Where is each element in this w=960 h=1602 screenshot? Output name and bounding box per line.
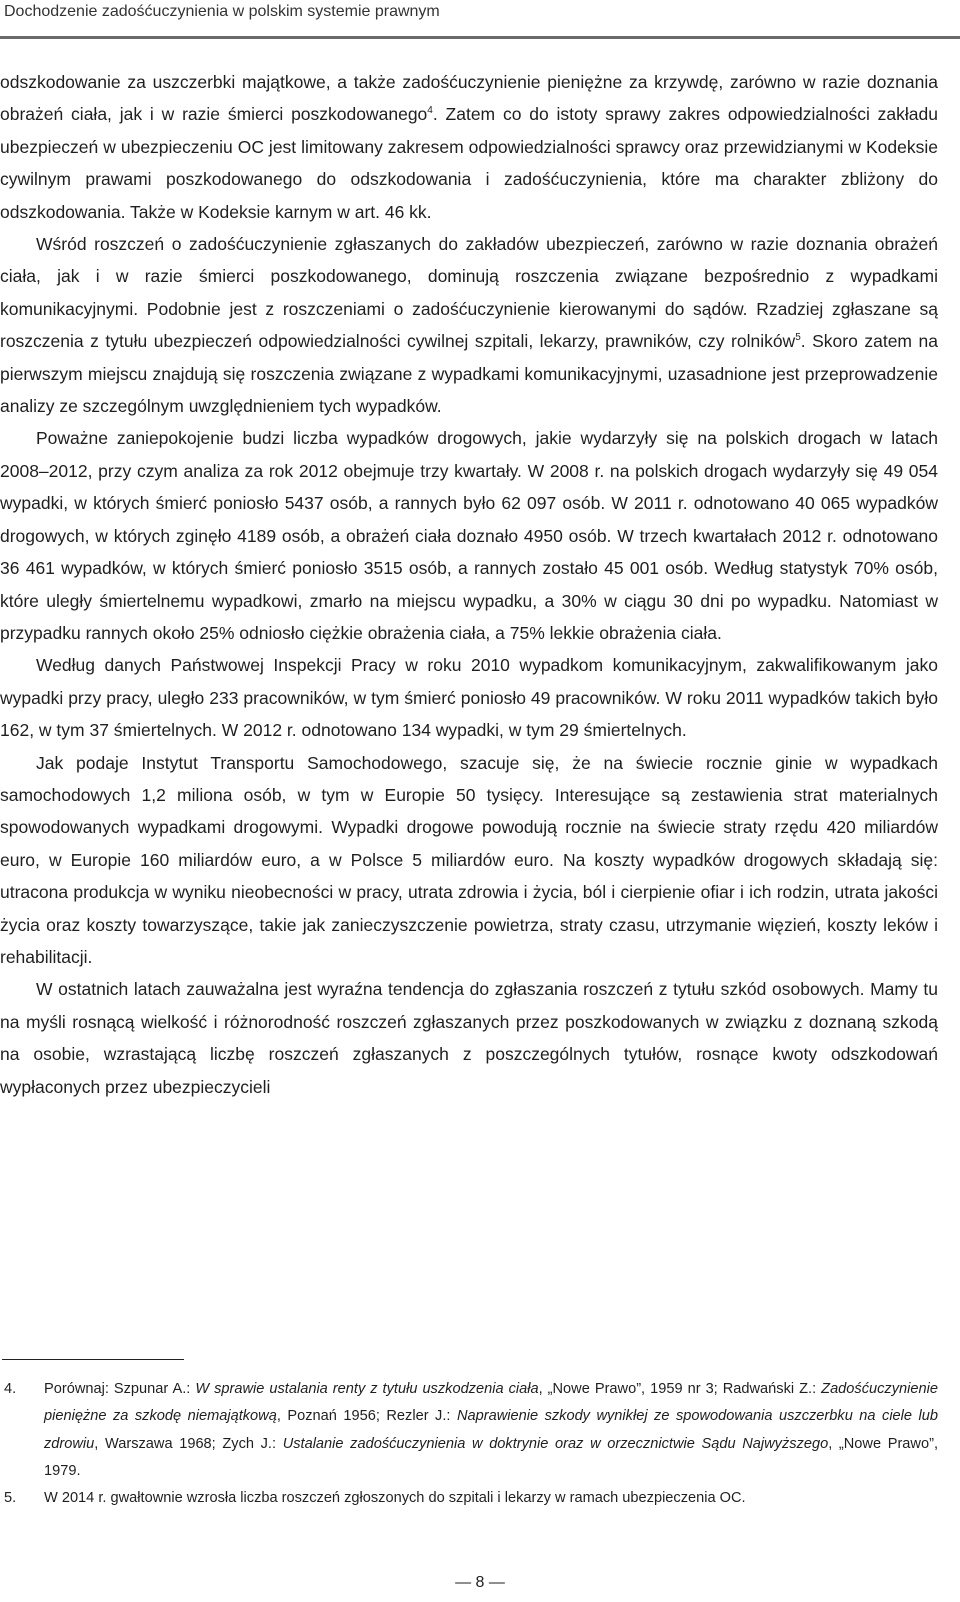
page-number: — 8 —: [455, 1574, 505, 1591]
footnote-4-title-2: Zadośćuczynienie pieniężne za szkodę niemajątkową: [44, 1381, 938, 1425]
running-header: [0, 0, 960, 39]
paragraph-1-text-a: odszkodowanie za uszczerbki majątkowe, a także zadośćuczynienie pieniężne za krzywdę, zarówno w razie doznania obrażeń ciała, jak i w razie śmierci poszkodowanego: [0, 72, 938, 125]
running-title: Dochodzenie zadośćuczynienia w polskim systemie prawnym: [4, 3, 440, 20]
footnote-4-text-e: , Poznań 1956; Rezler J.:: [276, 1408, 457, 1425]
paragraph-2: [0, 228, 938, 422]
footnote-4-title-3: Naprawienie szkody wynikłej ze spowodowania uszczerbku na ciele lub zdrowiu: [44, 1408, 939, 1452]
footnote-4: [0, 1376, 938, 1485]
footnote-4-text-g: , Warszawa 1968; Zych J.:: [94, 1435, 283, 1452]
paragraph-6: W ostatnich latach zauważalna jest wyraźna tendencja do zgłaszania roszczeń z tytułu szkód osobowych. Mamy tu na myśli rosnącą wielkość i różnorodność roszczeń zgłaszanych przez poszkodowanych w związku z doznaną szkodą na osobie, wzrastającą liczbę roszczeń zgłaszanych z poszczególnych tytułów, rosnące kwoty odszkodowań wypłaconych przez ubezpieczycieli: [0, 979, 938, 1097]
paragraph-2-text-a: Wśród roszczeń o zadośćuczynienie zgłaszanych do zakładów ubezpieczeń, zarówno w razie doznania obrażeń ciała, jak i w razie śmierci poszkodowanego, dominują roszczenia związane bezpośrednio z wypadkami komunikacyjnymi. Podobnie jest z roszczeniami o zadośćuczynienie kierowanymi do sądów. Rzadziej zgłaszane są roszczenia z tytułu ubezpieczeń odpowiedzialności cywilnej szpitali, lekarzy, prawników, czy rolników: [0, 234, 938, 352]
paragraph-3: Poważne zaniepokojenie budzi liczba wypadków drogowych, jakie wydarzyły się na polskich drogach w latach 2008–2012, przy czym analiza za rok 2012 obejmuje trzy kwartały. W 2008 r. na polskich drogach wydarzyły się 49 054 wypadki, w których śmierć poniosło 5437 osób, a rannych było 62 097 osób. W 2011 r. odnotowano 40 065 wypadków drogowych, w których zginęło 4189 osób, a obrażeń ciała doznało 4950 osób. W trzech kwartałach 2012 r. odnotowano 36 461 wypadków, w których śmierć poniosło 3515 osób, a rannych zostało 45 001 osób. Według statystyk 70% osób, które uległy śmiertelnemu wypadkowi, zmarło na miejscu wypadku, a 30% w ciągu 30 dni po wypadku. Natomiast w przypadku rannych około 25% odniosło ciężkie obrażenia ciała, a 75% lekkie obrażenia ciała.: [0, 428, 938, 643]
footnote-4-title-1: W sprawie ustalania renty z tytułu uszkodzenia ciała: [195, 1381, 539, 1397]
paragraph-1: [0, 66, 938, 228]
paragraph-4: Według danych Państwowej Inspekcji Pracy w roku 2010 wypadkom komunikacyjnym, zakwalifikowanym jako wypadki przy pracy, uległo 233 pracowników, w tym śmierć poniosło 49 pracowników. W roku 2011 wypadków takich było 162, w tym 37 śmiertelnych. W 2012 r. odnotowano 134 wypadki, w tym 29 śmiertelnych.: [0, 655, 938, 741]
footnote-5-number: 5.: [4, 1490, 17, 1507]
footnote-4-text-c: , „Nowe Prawo”, 1959 nr 3; Radwański Z.:: [538, 1381, 822, 1397]
footnote-5: [0, 1485, 938, 1512]
footnotes: [0, 1376, 938, 1512]
footnote-5-text: W 2014 r. gwałtownie wzrosła liczba roszczeń zgłoszonych do szpitali i lekarzy w ramach ubezpieczenia OC.: [44, 1490, 746, 1507]
footnote-4-text-a: Porównaj: Szpunar A.:: [44, 1381, 196, 1397]
paragraph-5: Jak podaje Instytut Transportu Samochodowego, szacuje się, że na świecie rocznie ginie w wypadkach samochodowych 1,2 miliona osób, w tym w Europie 50 tysięcy. Interesujące są zestawienia strat materialnych spowodowanych wypadkami drogowymi. Wypadki drogowe powodują rocznie na świecie straty rzędu 420 miliardów euro, w Europie 160 miliardów euro, a w Polsce 5 miliardów euro. Na koszty wypadków drogowych składają się: utracona produkcja w wyniku nieobecności w pracy, utrata zdrowia i życia, ból i cierpienie ofiar i ich rodzin, utrata jakości życia oraz koszty towarzyszące, takie jak zanieczyszczenie powietrza, straty czasu, utrzymanie więzień, koszty leków i rehabilitacji.: [0, 752, 938, 967]
footnote-ref-5[interactable]: 5: [795, 332, 801, 344]
paragraph-1-text-b: . Zatem co do istoty sprawy zakres odpowiedzialności zakładu ubezpieczeń w ubezpieczeniu OC jest limitowany zakresem odpowiedzialności sprawcy oraz przewidzianymi w Kodeksie cywilnym prawami poszkodowanego do odszkodowania i zadośćuczynienia, które ma charakter zbliżony do odszkodowania. Także w Kodeksie karnym w art. 46 kk.: [0, 104, 938, 222]
paragraph-2-text-b: . Skoro zatem na pierwszym miejscu znajdują się roszczenia związane z wypadkami komunikacyjnymi, uzasadnione jest przeprowadzenie analizy ze szczególnym uwzględnieniem tych wypadków.: [0, 331, 938, 417]
footnote-4-title-4: Ustalanie zadośćuczynienia w doktrynie oraz w orzecznictwie Sądu Najwyższego: [282, 1435, 829, 1452]
footnote-4-number: 4.: [4, 1381, 17, 1397]
footnote-ref-4[interactable]: 4: [427, 105, 433, 117]
footnote-divider: [2, 1359, 184, 1360]
footnote-4-text-i: , „Nowe Prawo”, 1979.: [44, 1435, 938, 1479]
main-text: [0, 66, 938, 1103]
